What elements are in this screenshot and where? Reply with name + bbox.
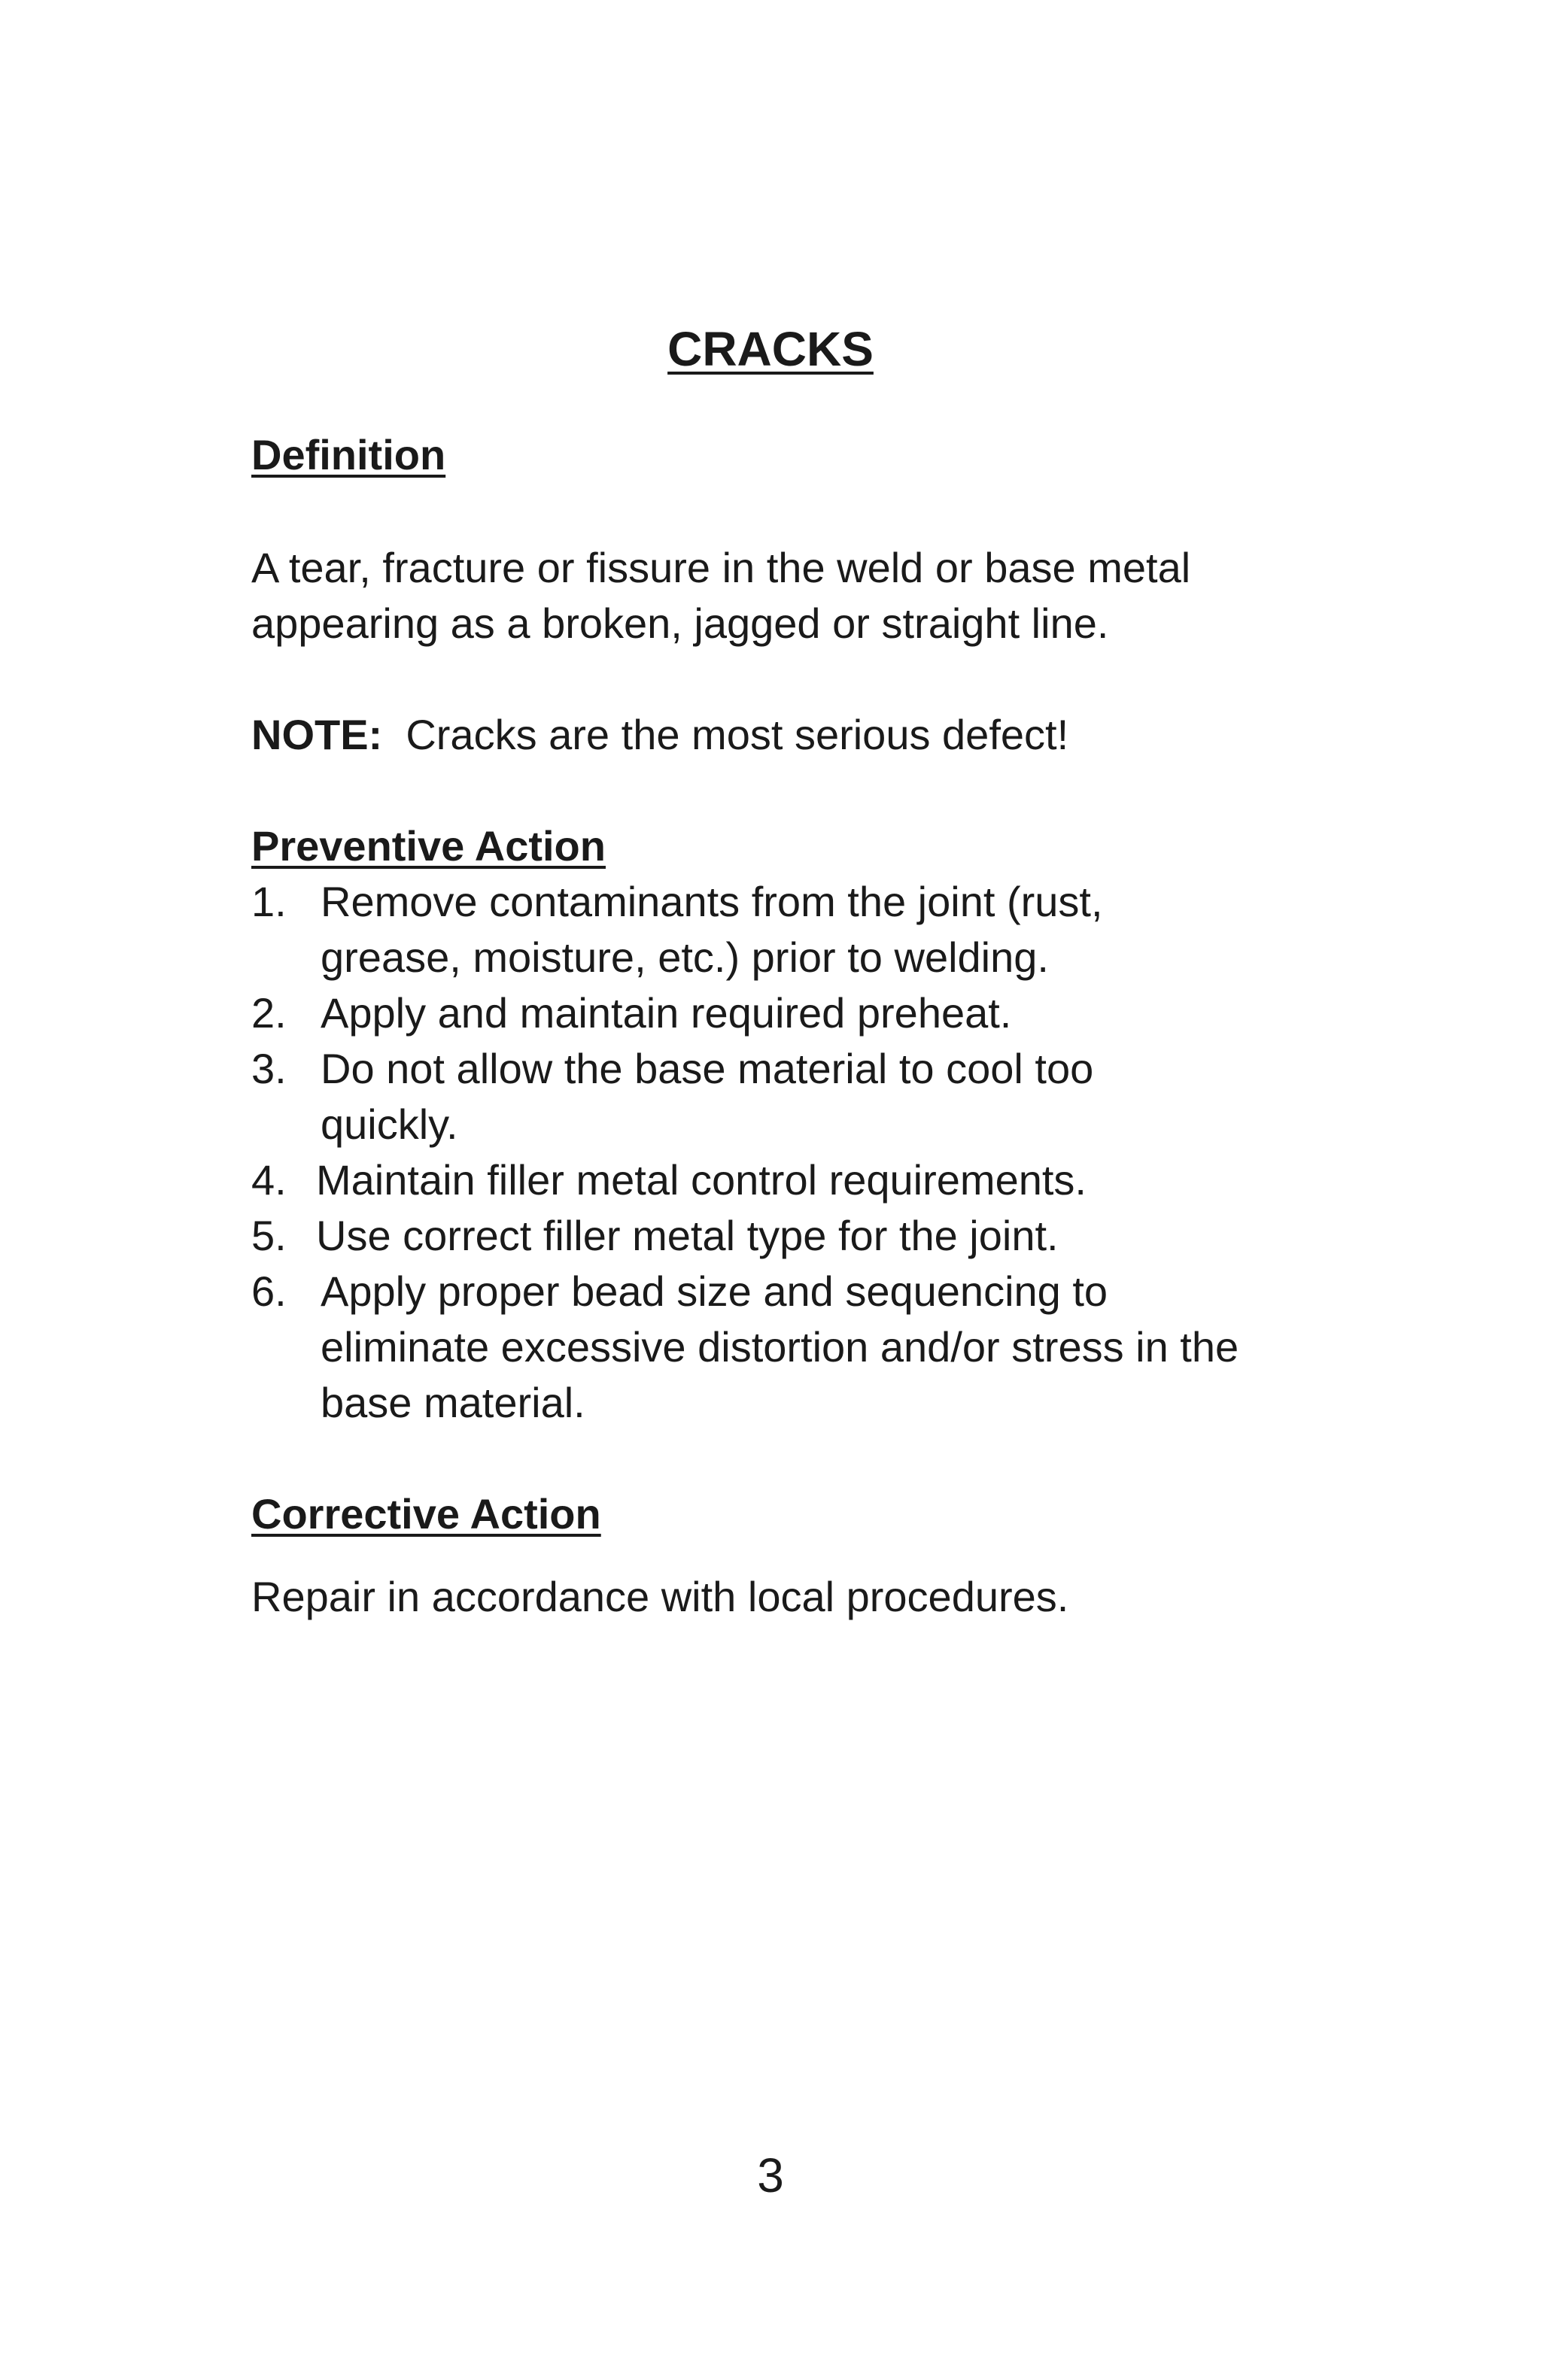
list-item-number: 1. xyxy=(251,878,287,925)
list-item xyxy=(251,1152,1305,1208)
spacer xyxy=(251,483,1305,540)
spacer xyxy=(251,1431,1305,1486)
list-item-number: 5. xyxy=(251,1212,287,1259)
list-item-text: Do not allow the base material to cool too quickly. xyxy=(321,1045,1094,1148)
page-title-text: CRACKS xyxy=(667,322,874,376)
definition-heading: Definition xyxy=(251,431,446,478)
list-item-number: 4. xyxy=(251,1156,287,1204)
list-item-text: Maintain filler metal control requirements. xyxy=(316,1156,1087,1204)
list-item xyxy=(251,874,1305,985)
corrective-action-text: Repair in accordance with local procedures. xyxy=(251,1573,1069,1620)
list-item xyxy=(251,1264,1305,1431)
list-item xyxy=(251,985,1305,1041)
list-item-number: 6. xyxy=(251,1267,287,1315)
page-number: 3 xyxy=(757,2148,784,2202)
list-item-text: Apply and maintain required preheat. xyxy=(321,989,1012,1037)
list-item-text: Apply proper bead size and sequencing to eliminate excessive distortion and/or stress in the base material. xyxy=(321,1267,1239,1426)
page-title xyxy=(0,319,1541,379)
list-item-number: 3. xyxy=(251,1045,287,1092)
corrective-action-heading: Corrective Action xyxy=(251,1490,601,1538)
note-text: Cracks are the most serious defect! xyxy=(406,711,1069,758)
preventive-action-list xyxy=(251,874,1305,1431)
preventive-action-heading: Preventive Action xyxy=(251,822,606,870)
list-item-text: Use correct filler metal type for the joint. xyxy=(316,1212,1059,1259)
page-content xyxy=(251,427,1305,1625)
spacer xyxy=(251,1542,1305,1569)
definition-text-line-1: A tear, fracture or fissure in the weld or base metal xyxy=(251,544,1191,591)
spacer xyxy=(251,763,1305,818)
spacer xyxy=(251,651,1305,707)
list-item-text: Remove contaminants from the joint (rust, grease, moisture, etc.) prior to welding. xyxy=(321,878,1103,981)
note xyxy=(251,707,1305,763)
definition-text-line-2: appearing as a broken, jagged or straight line. xyxy=(251,600,1109,647)
list-item xyxy=(251,1208,1305,1264)
list-item-number: 2. xyxy=(251,989,287,1037)
list-item xyxy=(251,1041,1305,1152)
note-label: NOTE: xyxy=(251,711,383,758)
